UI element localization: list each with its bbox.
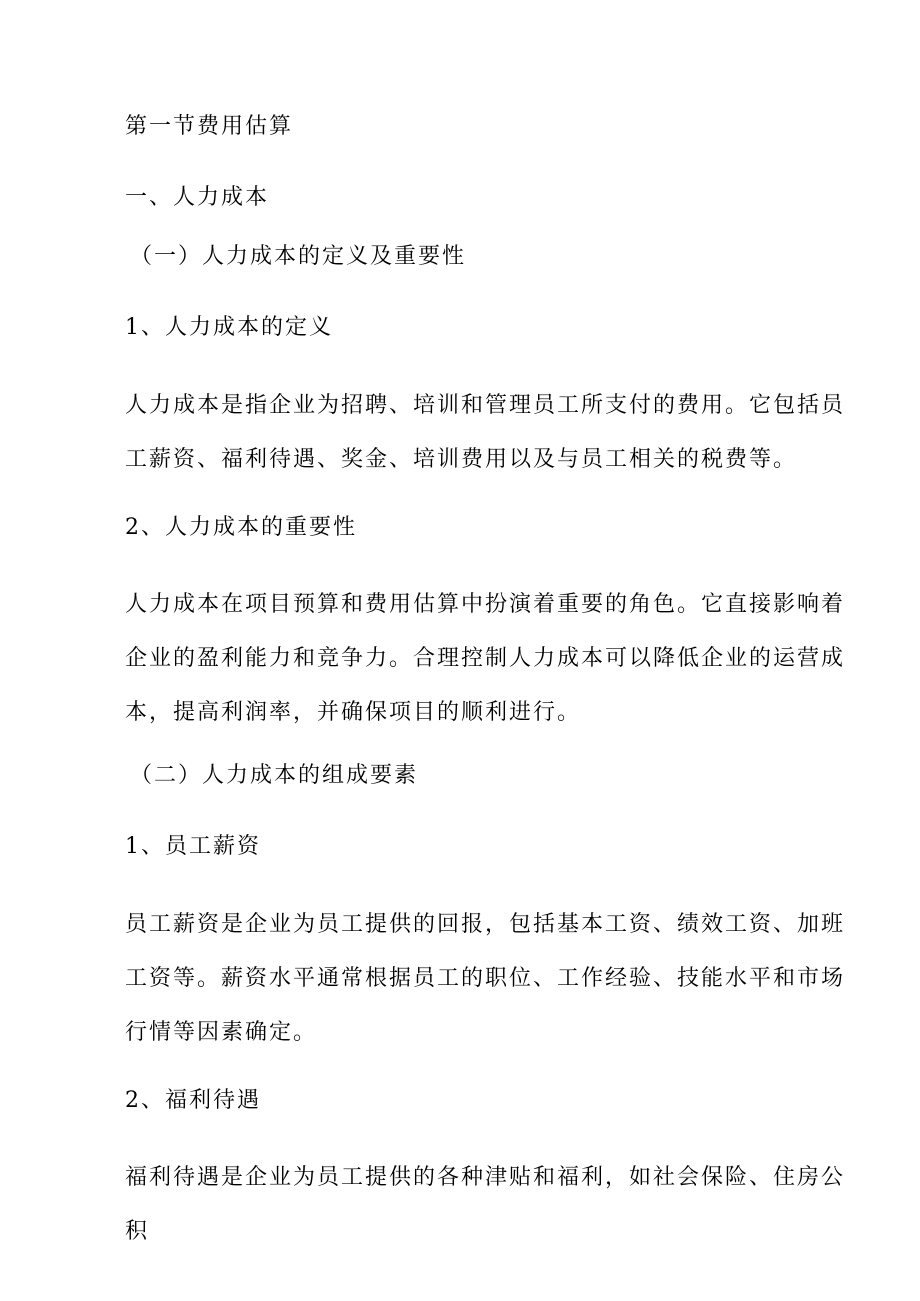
subheading-definition-importance: （一）人力成本的定义及重要性 <box>130 244 467 269</box>
heading-human-cost: 一、人力成本 <box>125 185 270 210</box>
item-salary-title: 1、员工薪资 <box>125 834 261 859</box>
item-welfare-body: 福利待遇是企业为员工提供的各种津贴和福利，如社会保险、住房公积 <box>125 1165 846 1244</box>
item-welfare-title: 2、福利待遇 <box>125 1088 261 1113</box>
item-importance-body: 人力成本在项目预算和费用估算中扮演着重要的角色。它直接影响着企业的盈利能力和竞争力。合理控制人力成本可以降低企业的运营成本，提高利润率，并确保项目的顺利进行。 <box>125 592 846 725</box>
item-importance-title: 2、人力成本的重要性 <box>125 515 357 540</box>
section-title: 第一节费用估算 <box>125 114 294 139</box>
item-salary-body: 员工薪资是企业为员工提供的回报，包括基本工资、绩效工资、加班工资等。薪资水平通常根据员工的职位、工作经验、技能水平和市场行情等因素确定。 <box>125 912 846 1045</box>
subheading-components: （二）人力成本的组成要素 <box>130 763 419 788</box>
item-definition-body: 人力成本是指企业为招聘、培训和管理员工所支付的费用。它包括员工薪资、福利待遇、奖金、培训费用以及与员工相关的税费等。 <box>125 393 846 472</box>
item-definition-title: 1、人力成本的定义 <box>125 315 333 340</box>
